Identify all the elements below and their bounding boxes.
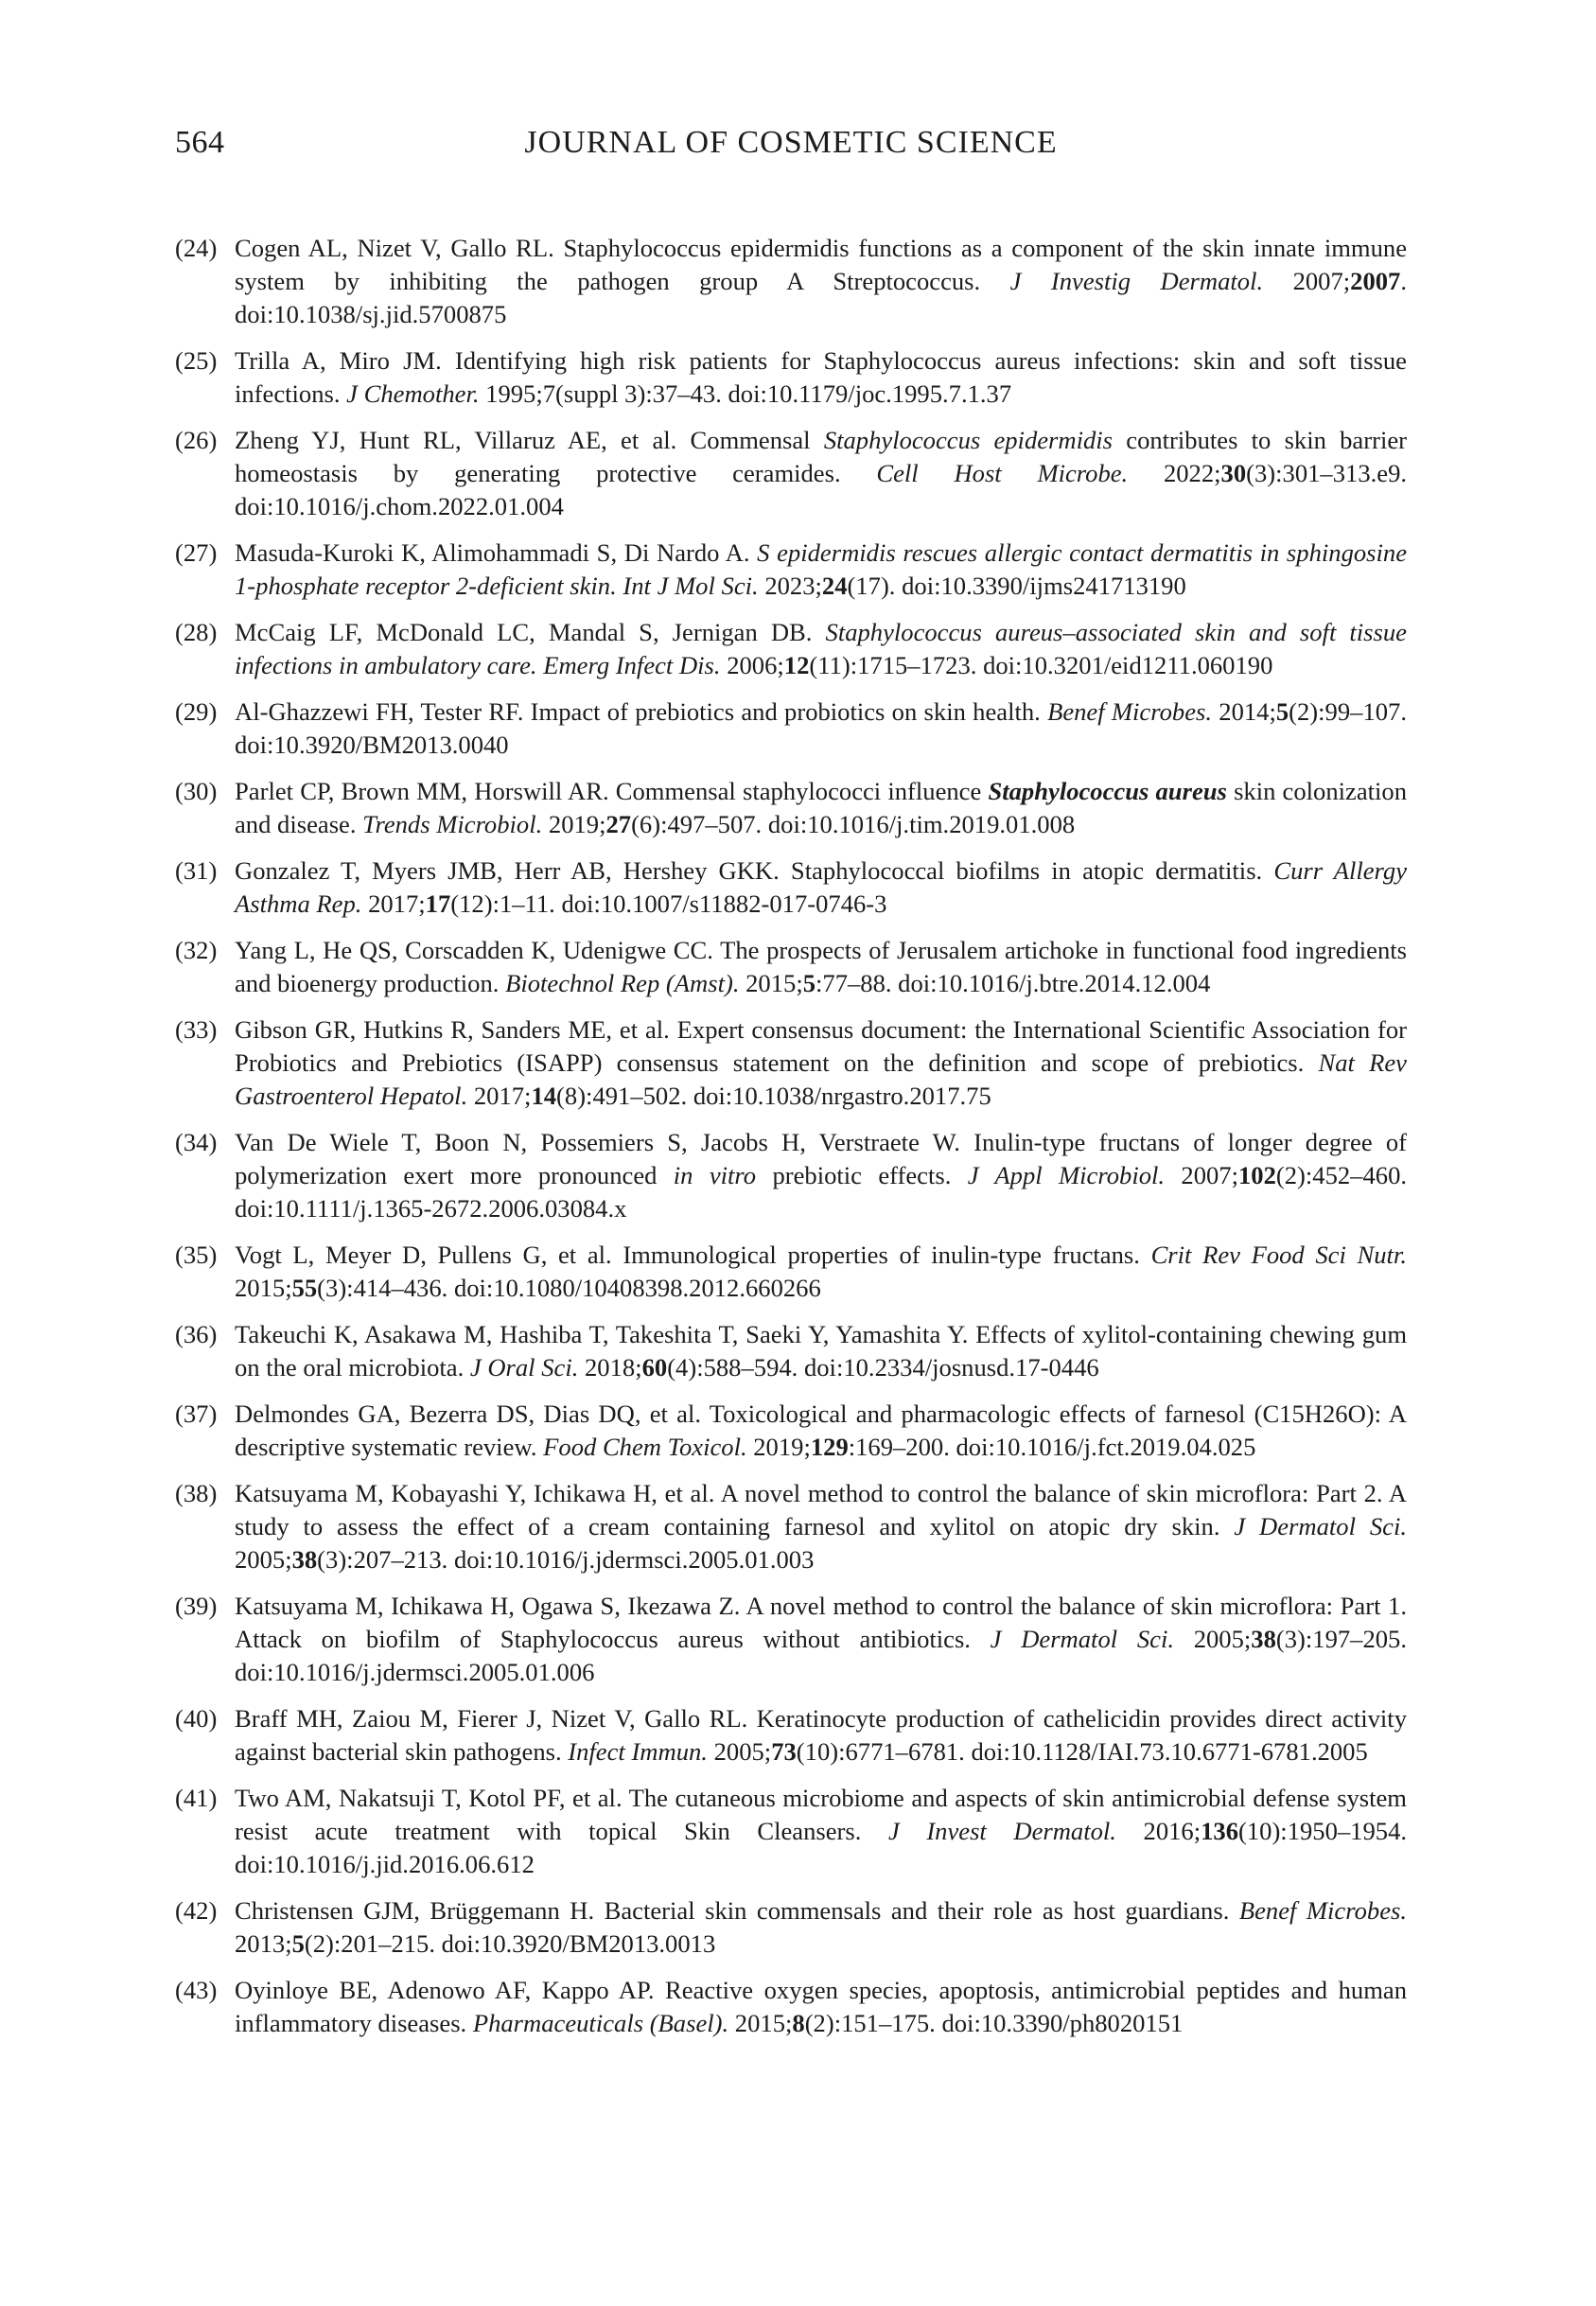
- reference-item: [175, 537, 1407, 603]
- reference-number: (35): [175, 1241, 218, 1269]
- reference-segment: Oyinloye BE, Adenowo AF, Kappo AP. Reactive oxygen species, apoptosis, antimicrobial peptides and human inflammatory diseases.: [235, 1976, 1407, 2037]
- reference-segment: contributes to skin barrier homeostasis by generating protective ceramides.: [235, 426, 1407, 487]
- reference-emphasis: 27: [605, 810, 632, 838]
- journal-title: JOURNAL OF COSMETIC SCIENCE: [524, 125, 1058, 160]
- reference-segment: (3):301–313.e9. doi:10.1016/j.chom.2022.01.004: [235, 459, 1408, 520]
- reference-segment: McCaig LF, McDonald LC, Mandal S, Jernigan DB.: [235, 618, 826, 646]
- reference-segment: Yang L, He QS, Corscadden K, Udenigwe CC. The prospects of Jerusalem artichoke in functional food ingredients and bioenergy production.: [235, 936, 1407, 997]
- reference-segment: Katsuyama M, Kobayashi Y, Ichikawa H, et al. A novel method to control the balance of skin microflora: Part 2. A study to assess the effect of a cream containing farnesol and xylitol on atopic dry skin.: [235, 1479, 1407, 1540]
- reference-emphasis: 8: [792, 2009, 805, 2037]
- reference-emphasis: 102: [1238, 1161, 1276, 1189]
- reference-number: (39): [175, 1592, 218, 1620]
- reference-number: (37): [175, 1399, 218, 1428]
- reference-emphasis: 38: [291, 1545, 318, 1574]
- reference-text: [235, 234, 1407, 328]
- reference-segment: 2018;: [578, 1353, 642, 1382]
- reference-item: [175, 934, 1407, 1000]
- reference-number: (36): [175, 1320, 218, 1348]
- reference-segment: . doi:10.1038/sj.jid.5700875: [235, 267, 1407, 328]
- reference-item: [175, 695, 1407, 762]
- reference-segment: Takeuchi K, Asakawa M, Hashiba T, Takeshita T, Saeki Y, Yamashita Y. Effects of xylitol-containing chewing gum on the oral microbiota.: [235, 1320, 1407, 1382]
- reference-emphasis: 129: [810, 1433, 849, 1461]
- reference-emphasis: 55: [291, 1274, 318, 1302]
- reference-segment: Gonzalez T, Myers JMB, Herr AB, Hershey GKK. Staphylococcal biofilms in atopic dermatitis.: [235, 856, 1274, 885]
- reference-segment: Van De Wiele T, Boon N, Possemiers S, Jacobs H, Verstraete W. Inulin-type fructans of longer degree of polymerization exert more pronounced: [235, 1128, 1407, 1189]
- reference-segment: (2):201–215. doi:10.3920/BM2013.0013: [304, 1929, 716, 1958]
- reference-emphasis: Crit Rev Food Sci Nutr.: [1150, 1241, 1407, 1269]
- reference-item: [175, 1239, 1407, 1305]
- reference-item: [175, 1398, 1407, 1464]
- reference-number: (40): [175, 1704, 218, 1733]
- reference-segment: 2005;: [1173, 1625, 1252, 1653]
- reference-emphasis: J Dermatol Sci.: [990, 1625, 1174, 1653]
- reference-number: (38): [175, 1479, 218, 1507]
- reference-segment: 2005;: [235, 1545, 292, 1574]
- reference-emphasis: Staphylococcus aureus–associated skin and soft tissue infections in ambulatory care. Emerg Infect Dis.: [235, 618, 1407, 679]
- reference-item: [175, 232, 1407, 331]
- reference-emphasis: Biotechnol Rep (Amst).: [505, 969, 740, 997]
- reference-number: (26): [175, 426, 218, 454]
- reference-number: (28): [175, 618, 218, 646]
- reference-emphasis: 12: [783, 651, 810, 679]
- reference-segment: (12):1–11. doi:10.1007/s11882-017-0746-3: [450, 889, 887, 918]
- reference-number: (42): [175, 1896, 218, 1925]
- reference-segment: (2):99–107. doi:10.3920/BM2013.0040: [235, 697, 1407, 759]
- reference-text: [235, 1241, 1407, 1302]
- reference-number: (32): [175, 936, 218, 964]
- reference-text: [235, 426, 1407, 520]
- reference-emphasis: Nat Rev Gastroenterol Hepatol.: [235, 1048, 1407, 1110]
- reference-item: [175, 1782, 1407, 1881]
- reference-emphasis: J Oral Sci.: [469, 1353, 579, 1382]
- reference-text: [235, 1015, 1407, 1110]
- reference-segment: 2017;: [361, 889, 426, 918]
- reference-segment: 1995;7(suppl 3):37–43. doi:10.1179/joc.1995.7.1.37: [479, 379, 1012, 408]
- reference-text: [235, 1128, 1407, 1223]
- reference-item: [175, 1477, 1407, 1576]
- reference-segment: Trilla A, Miro JM. Identifying high risk patients for Staphylococcus aureus infections: skin and soft tissue infections.: [235, 346, 1407, 408]
- reference-emphasis: Trends Microbiol.: [362, 810, 543, 838]
- reference-text: [235, 1976, 1407, 2037]
- reference-number: (41): [175, 1784, 218, 1812]
- reference-emphasis: 17: [425, 889, 451, 918]
- reference-segment: 2006;: [720, 651, 784, 679]
- reference-emphasis: 5: [802, 969, 816, 997]
- reference-emphasis: 73: [771, 1737, 797, 1766]
- running-header: [175, 125, 1407, 172]
- reference-segment: Zheng YJ, Hunt RL, Villaruz AE, et al. Commensal: [235, 426, 824, 454]
- reference-emphasis: Int J Mol Sci.: [623, 572, 759, 600]
- reference-segment: prebiotic effects.: [756, 1161, 968, 1189]
- reference-text: [235, 1896, 1407, 1958]
- reference-segment: (3):414–436. doi:10.1080/10408398.2012.660266: [317, 1274, 821, 1302]
- reference-segment: Two AM, Nakatsuji T, Kotol PF, et al. The cutaneous microbiome and aspects of skin antimicrobial defense system resist acute treatment with topical Skin Cleansers.: [235, 1784, 1407, 1845]
- reference-text: [235, 777, 1407, 838]
- reference-segment: skin colonization and disease.: [235, 777, 1408, 838]
- reference-segment: Masuda-Kuroki K, Alimohammadi S, Di Nardo A.: [235, 538, 758, 567]
- reference-emphasis: Pharmaceuticals (Basel).: [472, 2009, 729, 2037]
- reference-item: [175, 1702, 1407, 1769]
- reference-segment: (17). doi:10.3390/ijms241713190: [847, 572, 1186, 600]
- reference-item: [175, 854, 1407, 921]
- reference-segment: (3):197–205. doi:10.1016/j.jdermsci.2005.01.006: [235, 1625, 1407, 1686]
- reference-number: (43): [175, 1976, 218, 2004]
- reference-text: [235, 1479, 1407, 1574]
- reference-emphasis: J Invest Dermatol.: [887, 1817, 1116, 1845]
- reference-emphasis: in vitro: [673, 1161, 757, 1189]
- reference-emphasis: 14: [531, 1082, 557, 1110]
- reference-segment: 2015;: [235, 1274, 292, 1302]
- reference-segment: (2):452–460. doi:10.1111/j.1365-2672.2006.03084.x: [235, 1161, 1408, 1223]
- reference-segment: 2005;: [707, 1737, 772, 1766]
- reference-segment: 2015;: [728, 2009, 793, 2037]
- reference-segment: 2015;: [739, 969, 803, 997]
- reference-segment: 2016;: [1115, 1817, 1201, 1845]
- reference-item: [175, 1590, 1407, 1689]
- reference-emphasis: 60: [641, 1353, 668, 1382]
- reference-number: (31): [175, 856, 218, 885]
- reference-segment: 2017;: [467, 1082, 532, 1110]
- reference-number: (30): [175, 777, 218, 805]
- reference-text: [235, 618, 1407, 679]
- reference-segment: (3):207–213. doi:10.1016/j.jdermsci.2005.01.003: [317, 1545, 815, 1574]
- reference-segment: 2019;: [542, 810, 606, 838]
- reference-number: (33): [175, 1015, 218, 1044]
- reference-text: [235, 1704, 1407, 1766]
- reference-text: [235, 856, 1407, 918]
- reference-segment: (8):491–502. doi:10.1038/nrgastro.2017.75: [556, 1082, 991, 1110]
- reference-emphasis: 5: [1275, 697, 1289, 726]
- reference-item: [175, 424, 1407, 523]
- reference-emphasis: Benef Microbes.: [1047, 697, 1212, 726]
- reference-item: [175, 1126, 1407, 1225]
- reference-segment: Christensen GJM, Brüggemann H. Bacterial skin commensals and their role as host guardians.: [235, 1896, 1239, 1925]
- reference-item: [175, 1974, 1407, 2040]
- reference-segment: Gibson GR, Hutkins R, Sanders ME, et al. Expert consensus document: the International Scientific Association for Probiotics and Prebiotics (ISAPP) consensus statement on the definition and scope of prebiotics.: [235, 1015, 1407, 1077]
- reference-segment: 2023;: [758, 572, 822, 600]
- reference-segment: :169–200. doi:10.1016/j.fct.2019.04.025: [848, 1433, 1256, 1461]
- reference-emphasis: Benef Microbes.: [1238, 1896, 1407, 1925]
- reference-segment: (4):588–594. doi:10.2334/josnusd.17-0446: [667, 1353, 1099, 1382]
- reference-segment: 2022;: [1128, 459, 1221, 487]
- reference-segment: Cogen AL, Nizet V, Gallo RL. Staphylococcus epidermidis functions as a component of the skin innate immune system by inhibiting the pathogen group A Streptococcus.: [235, 234, 1407, 295]
- reference-emphasis: 24: [821, 572, 848, 600]
- reference-text: [235, 1592, 1407, 1686]
- reference-emphasis: Staphylococcus aureus: [988, 777, 1227, 805]
- reference-segment: 2013;: [235, 1929, 292, 1958]
- reference-emphasis: J Investig Dermatol.: [1009, 267, 1264, 295]
- reference-list: [175, 232, 1407, 2053]
- reference-emphasis: 2007: [1350, 267, 1401, 295]
- reference-emphasis: Cell Host Microbe.: [876, 459, 1129, 487]
- reference-segment: Delmondes GA, Bezerra DS, Dias DQ, et al. Toxicological and pharmacologic effects of farnesol (C15H26O): A descriptive systematic review.: [235, 1399, 1407, 1461]
- reference-segment: (11):1715–1723. doi:10.3201/eid1211.060190: [809, 651, 1273, 679]
- reference-emphasis: Curr Allergy Asthma Rep.: [235, 856, 1407, 918]
- reference-segment: 2007;: [1263, 267, 1351, 295]
- reference-emphasis: Staphylococcus epidermidis: [823, 426, 1114, 454]
- reference-segment: Vogt L, Meyer D, Pullens G, et al. Immunological properties of inulin-type fructans.: [235, 1241, 1151, 1269]
- reference-item: [175, 616, 1407, 682]
- reference-segment: Parlet CP, Brown MM, Horswill AR. Commensal staphylococci influence: [235, 777, 989, 805]
- reference-text: [235, 697, 1407, 759]
- reference-segment: Al-Ghazzewi FH, Tester RF. Impact of prebiotics and probiotics on skin health.: [235, 697, 1048, 726]
- reference-item: [175, 775, 1407, 841]
- reference-emphasis: 5: [291, 1929, 305, 1958]
- reference-segment: (6):497–507. doi:10.1016/j.tim.2019.01.008: [631, 810, 1076, 838]
- reference-emphasis: J Dermatol Sci.: [1234, 1512, 1407, 1540]
- reference-text: [235, 1320, 1407, 1382]
- reference-item: [175, 1318, 1407, 1384]
- reference-segment: Katsuyama M, Ichikawa H, Ogawa S, Ikezawa Z. A novel method to control the balance of skin microflora: Part 1. Attack on biofilm of Staphylococcus aureus without antibiotics.: [235, 1592, 1407, 1653]
- reference-number: (27): [175, 538, 218, 567]
- reference-text: [235, 346, 1407, 408]
- reference-emphasis: 30: [1220, 459, 1247, 487]
- reference-segment: Braff MH, Zaiou M, Fierer J, Nizet V, Gallo RL. Keratinocyte production of cathelicidin provides direct activity against bacterial skin pathogens.: [235, 1704, 1407, 1766]
- reference-text: [235, 538, 1407, 600]
- reference-emphasis: 38: [1251, 1625, 1276, 1653]
- reference-emphasis: J Appl Microbiol.: [967, 1161, 1166, 1189]
- reference-emphasis: Infect Immun.: [568, 1737, 708, 1766]
- page-number: 564: [175, 125, 225, 160]
- reference-emphasis: S epidermidis rescues allergic contact dermatitis in sphingosine 1-phosphate receptor 2-deficient skin.: [235, 538, 1407, 600]
- reference-text: [235, 1399, 1407, 1461]
- reference-emphasis: 136: [1201, 1817, 1238, 1845]
- reference-segment: 2019;: [746, 1433, 811, 1461]
- reference-number: (29): [175, 697, 218, 726]
- reference-segment: 2007;: [1165, 1161, 1238, 1189]
- reference-number: (24): [175, 234, 218, 262]
- reference-number: (34): [175, 1128, 218, 1156]
- reference-item: [175, 1013, 1407, 1113]
- reference-segment: 2014;: [1212, 697, 1276, 726]
- reference-segment: :77–88. doi:10.1016/j.btre.2014.12.004: [816, 969, 1211, 997]
- reference-text: [235, 1784, 1407, 1878]
- reference-item: [175, 344, 1407, 411]
- reference-emphasis: J Chemother.: [346, 379, 480, 408]
- reference-text: [235, 936, 1407, 997]
- reference-segment: (10):6771–6781. doi:10.1128/IAI.73.10.6771-6781.2005: [796, 1737, 1368, 1766]
- reference-emphasis: Food Chem Toxicol.: [543, 1433, 747, 1461]
- reference-number: (25): [175, 346, 218, 375]
- reference-item: [175, 1894, 1407, 1961]
- reference-segment: (2):151–175. doi:10.3390/ph8020151: [804, 2009, 1184, 2037]
- reference-segment: (10):1950–1954. doi:10.1016/j.jid.2016.06.612: [235, 1817, 1408, 1878]
